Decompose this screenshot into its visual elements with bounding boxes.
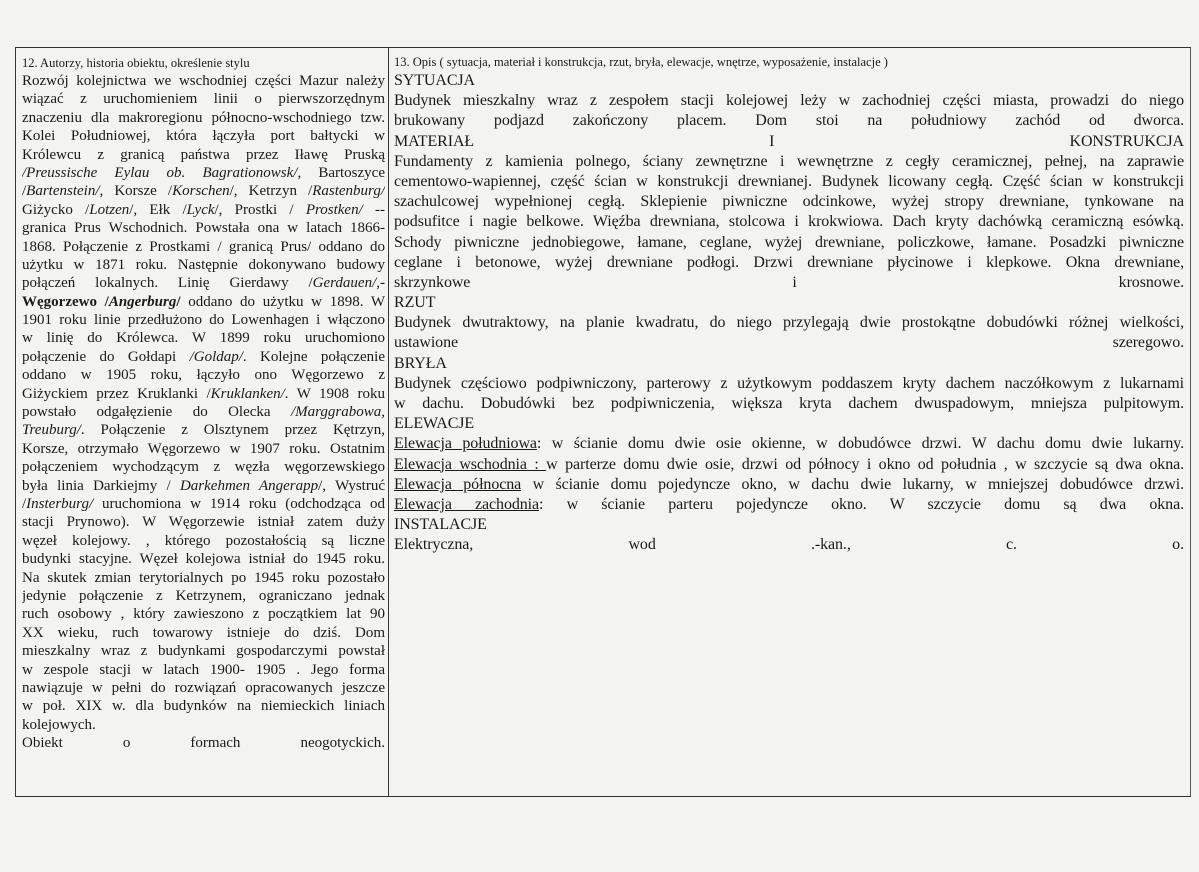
text-segment: Angerburg — [108, 293, 177, 310]
text-line — [394, 152, 1184, 172]
text-line — [394, 374, 1184, 394]
text-line — [22, 532, 385, 550]
text-line — [22, 679, 385, 697]
text-segment: Darkehmen Angerapp — [179, 477, 319, 494]
text-line — [22, 182, 385, 200]
text-line — [22, 661, 385, 679]
text-line — [394, 535, 1184, 555]
text-line — [22, 477, 385, 495]
text-segment: ceglane i betonowe, wyżej drewniane podłogi. Drzwi drewniane płycinowe i klepkowe. Okna drewniane, — [394, 253, 1184, 271]
text-line — [394, 333, 1184, 353]
text-line — [22, 513, 385, 531]
text-line — [394, 354, 1184, 374]
text-segment: /Goldap/ — [189, 348, 243, 365]
text-segment: -- — [362, 201, 385, 218]
text-line — [394, 91, 1184, 111]
text-line — [394, 475, 1184, 495]
text-line — [22, 146, 385, 164]
text-segment: Treuburg/ — [22, 422, 81, 439]
text-segment: ELEWACJE — [394, 415, 475, 433]
text-line — [394, 455, 1184, 475]
text-segment: cementowo-wapiennej, część ścian w konstrukcji drewnianej. Budynek licowany cegłą. Część ścian w konstrukcji — [394, 172, 1184, 190]
text-segment: , Bartoszyce — [297, 164, 385, 181]
text-line — [22, 385, 385, 403]
text-line — [22, 697, 385, 715]
text-line — [22, 293, 385, 311]
text-segment: w poł. XIX w. dla budynków na niemieckich liniach — [22, 698, 385, 715]
text-segment: połączenie do Gołdapi — [22, 348, 190, 365]
text-line — [22, 421, 385, 439]
text-segment: szachulcowej wypełnionej cegłą. Sklepienie piwniczne odcinkowe, wyżej stropy drewniane, tynkowane na — [394, 193, 1184, 211]
text-segment: Na skutek zmian terytorialnych po 1945 roku pozostało — [22, 569, 385, 586]
text-line — [22, 127, 385, 145]
description-section — [394, 54, 1184, 556]
text-line — [22, 274, 385, 292]
text-segment: INSTALACJE — [394, 516, 487, 534]
text-segment: /, Ełk / — [129, 201, 187, 218]
text-segment: /, Ketrzyn / — [229, 183, 313, 200]
text-segment: użytku w 1871 roku. Następnie dokonywano budowy — [22, 256, 385, 273]
text-segment: w zespole stacji w latach 1900- 1905 . Jego forma — [22, 661, 385, 678]
text-line — [22, 219, 385, 237]
text-line — [394, 172, 1184, 192]
text-segment: była linia Darkiejmy / — [22, 477, 180, 494]
text-line — [394, 132, 1184, 152]
text-segment: /Preussische Eylau ob. Bagrationowsk/ — [22, 164, 298, 181]
text-segment: powstało odgałęzienie do Olecka — [22, 404, 291, 421]
text-segment: Rastenburg/ — [312, 183, 385, 200]
history-text — [22, 72, 385, 752]
text-segment: granica Prus Wschodnich. Powstała ona w latach 1866- — [22, 220, 385, 237]
text-segment: : w ścianie domu dwie osie okienne, w dobudówce drzwi. W dachu domu dwie lukarny. — [536, 435, 1184, 453]
column-divider — [388, 48, 389, 796]
text-line — [22, 348, 385, 366]
text-segment: węzeł kolejowy. , którego pozostałością są liczne — [22, 532, 385, 549]
text-line — [394, 434, 1184, 454]
text-segment: wiązać z uruchomieniem linii o pierwszorzędnym — [22, 91, 385, 108]
text-segment: . Kolejne połączenie — [242, 348, 385, 365]
text-line — [394, 233, 1184, 253]
text-segment: Budynek częściowo podpiwniczony, parterowy z użytkowym poddaszem kryty dachem naczółkowym z lukarnami — [394, 374, 1184, 392]
text-segment: Korsze, otrzymało Węgorzewo w 1907 roku. Ostatnim — [22, 440, 385, 457]
text-segment: Bartenstein/ — [26, 183, 100, 200]
text-line — [22, 734, 385, 752]
text-segment: Kolei Południowej, która łączyła port bałtycki w — [22, 128, 385, 145]
text-line — [394, 495, 1184, 515]
elevation-label: Elewacja wschodnia : — [394, 455, 547, 473]
text-line — [22, 256, 385, 274]
text-segment: : w ścianie parteru pojedyncze okno. W szczycie domu są dwa okna. — [539, 495, 1184, 513]
text-line — [394, 515, 1184, 535]
elevation-label: Elewacja północna — [394, 475, 522, 493]
text-line — [394, 293, 1184, 313]
elevation-label: Elewacja południowa — [394, 435, 537, 453]
text-segment: /, Wystruć — [318, 477, 385, 494]
text-segment: 1901 roku linie przedłużono do Lowenhagen i włączono — [22, 312, 385, 329]
text-line — [394, 192, 1184, 212]
text-segment: XX wieku, ruch towarowy istnieje do dziś. Dom — [22, 624, 385, 641]
text-segment: budynki stacyjne. Węzeł kolejowa istniał do 1945 roku. — [22, 551, 385, 568]
text-line — [22, 550, 385, 568]
text-segment: połączeniem wychodzącym z węzła węgorzewskiego — [22, 459, 385, 476]
text-line — [394, 111, 1184, 131]
text-segment: /Marggrabowa, — [290, 404, 385, 421]
text-segment: , Korsze / — [99, 183, 173, 200]
text-segment: / — [22, 495, 27, 512]
text-line — [22, 624, 385, 642]
text-line — [22, 90, 385, 108]
text-segment: / — [176, 293, 181, 310]
text-line — [22, 458, 385, 476]
text-segment: ,- — [376, 275, 385, 292]
description-text — [394, 71, 1184, 556]
text-segment: Węgorzewo / — [22, 293, 109, 310]
text-line — [22, 569, 385, 587]
text-line — [394, 394, 1184, 414]
text-segment: podsufitce i nagie belkowe. Więźba drewniana, stolcowa i krokwiowa. Dach kryty dachówką ceramiczną esówką. — [394, 213, 1184, 231]
text-line — [22, 329, 385, 347]
text-segment: Elektryczna, wod .-kan., c. o. — [394, 536, 1184, 554]
text-segment: 1868. Połączenie z Prostkami / granicą Prus/ oddano do — [22, 238, 385, 255]
text-segment: stacji Prynowo). W Węgorzewie istniał zatem duży — [22, 514, 385, 531]
text-segment: Prostken/ — [305, 201, 363, 218]
section-13-heading: 13. Opis ( sytuacja, materiał i konstrukcja, rzut, bryła, elewacje, wnętrze, wyposażenie, instalacje ) — [394, 55, 888, 69]
text-segment: kolejowych. — [22, 716, 96, 733]
text-line — [394, 212, 1184, 232]
text-line — [394, 253, 1184, 273]
text-segment: SYTUACJA — [394, 72, 475, 89]
text-segment: Królewcu z granicą państwa przez Iławę Pruską — [22, 146, 385, 163]
text-segment: mieszkalny wraz z budynkami gospodarczymi powstał — [22, 643, 385, 660]
text-segment: uruchomiona w 1914 roku (odchodząca od — [93, 495, 385, 512]
text-line — [22, 605, 385, 623]
text-line — [394, 71, 1184, 91]
text-segment: Giżycko / — [22, 201, 90, 218]
text-line — [394, 313, 1184, 333]
text-segment: oddano do użytku w 1898. W — [180, 293, 385, 310]
text-segment: ruch osobowy , który zawieszono z początkiem lat 90 — [22, 606, 385, 623]
text-segment: połączeń lokalnych. Linię Gierdawy / — [22, 275, 313, 292]
text-line — [22, 440, 385, 458]
text-segment: Budynek dwutraktowy, na planie kwadratu, do niego przylegają dwie prostokątne dobudówki różnej wielkości, — [394, 314, 1184, 332]
text-segment: Lyck — [186, 201, 215, 218]
text-segment: Giżyckiem przez Kruklanki / — [22, 385, 211, 402]
section-12-heading: 12. Autorzy, historia obiektu, określenie stylu — [22, 56, 250, 70]
text-segment: jedynie połączenie z Ketrzynem, ograniczano jednak — [22, 587, 385, 604]
text-line — [22, 587, 385, 605]
elevation-label: Elewacja zachodnia — [394, 495, 540, 513]
text-line — [22, 109, 385, 127]
text-segment: . Połączenie z Olsztynem przez Kętrzyn, — [80, 422, 385, 439]
text-segment: Kruklanken/ — [210, 385, 285, 402]
text-segment: ustawione szeregowo. — [394, 334, 1184, 352]
text-line — [22, 403, 385, 421]
text-line — [22, 311, 385, 329]
text-line — [22, 642, 385, 660]
text-segment: Gerdauen/ — [312, 275, 377, 292]
text-segment: Lotzen — [89, 201, 130, 218]
text-segment: znaczeniu dla makroregionu północno-wschodniego tzw. — [22, 109, 385, 126]
text-segment: Obiekt o formach neogotyckich. — [22, 735, 385, 752]
text-segment: Rozwój kolejnictwa we wschodniej części Mazur należy — [22, 73, 385, 89]
text-segment: skrzynkowe i krosnowe. — [394, 273, 1184, 291]
text-segment: MATERIAŁ I KONSTRUKCJA — [394, 132, 1184, 150]
text-segment: nawiązuje w pełni do rozwiązań opracowanych jeszcze — [22, 679, 385, 696]
text-line — [22, 495, 385, 513]
text-segment: oddano w 1905 roku, łączyło ono Węgorzewo z — [22, 367, 385, 384]
text-line — [22, 238, 385, 256]
text-segment: Insterburg/ — [26, 495, 94, 512]
text-segment: /, Prostki / — [214, 201, 306, 218]
text-line — [22, 72, 385, 90]
text-line — [394, 414, 1184, 434]
text-segment: Schody piwniczne jednobiegowe, łamane, ceglane, wyżej drewniane, policzkowe, łamane. Posadzki piwniczne — [394, 233, 1184, 251]
text-segment: / — [22, 183, 27, 200]
text-line — [394, 273, 1184, 293]
text-segment: RZUT — [394, 294, 436, 312]
text-segment: brukowany podjazd zakończony placem. Dom stoi na południowy zachód od dworca. — [394, 112, 1184, 130]
text-line — [22, 366, 385, 384]
text-segment: Korschen — [172, 183, 230, 200]
text-segment: Fundamenty z kamienia polnego, ściany zewnętrzne i wewnętrzne z cegły ceramicznej, pełnej, na zaprawie — [394, 152, 1184, 170]
text-segment: BRYŁA — [394, 354, 447, 372]
text-segment: w parterze domu dwie osie, drzwi od północy i okno od południa , w szczycie są dwa okna. — [546, 455, 1184, 473]
text-line — [22, 164, 385, 182]
text-segment: w dachu. Dobudówki bez podpiwniczenia, większa kryta dachem dwuspadowym, mniejsza pulpitowym. — [394, 395, 1184, 412]
history-section — [22, 55, 385, 752]
text-segment: Budynek mieszkalny wraz z zespołem stacji kolejowej leży w zachodniej części miasta, prowadzi do niego — [394, 92, 1184, 110]
text-line — [22, 201, 385, 219]
text-line — [22, 716, 385, 734]
document-form — [15, 47, 1191, 797]
text-segment: w linię do Królewca. W 1899 roku uruchomiono — [22, 330, 385, 347]
text-segment: w ścianie domu pojedyncze okno, w dachu dwie lukarny, w mniejszej dobudówce drzwi. — [521, 475, 1184, 493]
text-segment: . W 1908 roku — [284, 385, 385, 402]
